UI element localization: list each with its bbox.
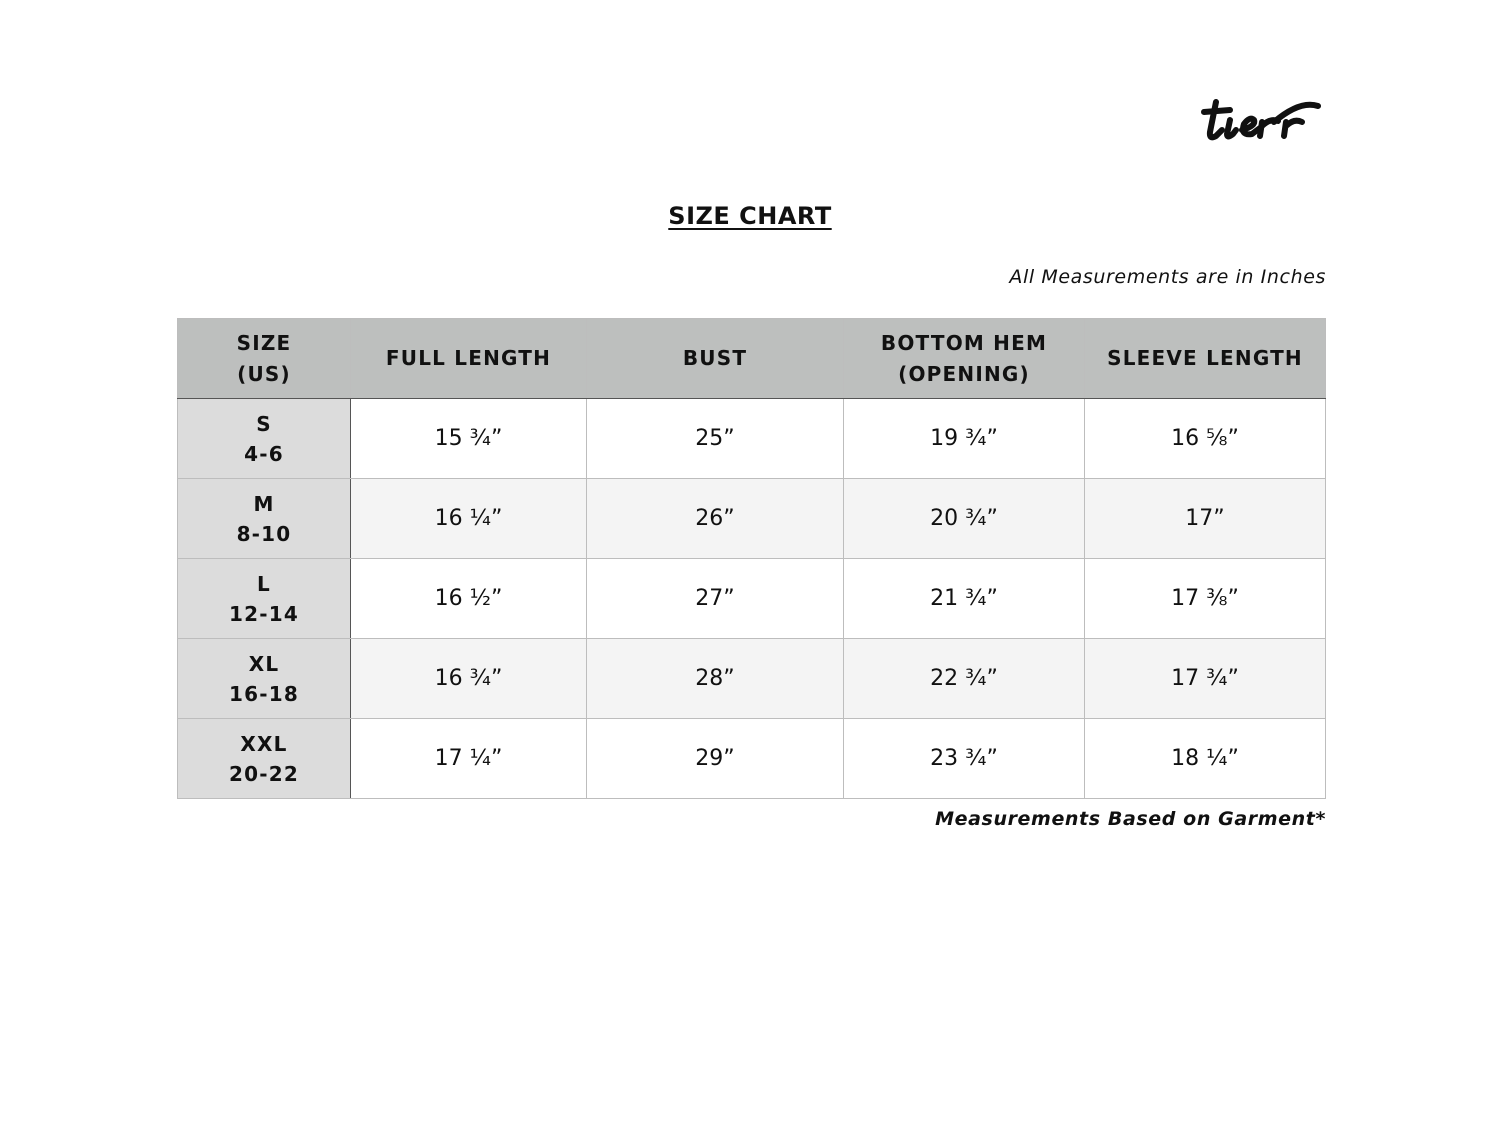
header-bottom-hem <box>844 319 1085 399</box>
us-size-label: 4-6 <box>244 441 284 466</box>
us-size-label: 20-22 <box>229 761 299 786</box>
bottom-hem-cell: 20 ¾” <box>844 479 1085 559</box>
header-sleeve-length <box>1085 319 1326 399</box>
table-header-row <box>178 319 1326 399</box>
size-cell <box>178 639 351 719</box>
size-cell <box>178 719 351 799</box>
header-bust-label: BUST <box>682 346 748 370</box>
header-size-line1: SIZE <box>236 330 292 355</box>
bust-cell: 28” <box>587 639 844 719</box>
us-size-label: 16-18 <box>229 681 299 706</box>
bottom-hem-cell: 19 ¾” <box>844 399 1085 479</box>
bottom-hem-cell: 23 ¾” <box>844 719 1085 799</box>
bottom-hem-cell: 22 ¾” <box>844 639 1085 719</box>
page-title: SIZE CHART <box>668 202 832 230</box>
full-length-cell: 16 ½” <box>351 559 587 639</box>
bust-cell: 25” <box>587 399 844 479</box>
sleeve-length-cell: 18 ¼” <box>1085 719 1326 799</box>
header-bottom-hem-line2: (OPENING) <box>898 361 1030 386</box>
sleeve-length-cell: 17” <box>1085 479 1326 559</box>
full-length-cell: 17 ¼” <box>351 719 587 799</box>
table-row <box>178 639 1326 719</box>
tier-logo-icon <box>1200 88 1325 150</box>
table-row <box>178 479 1326 559</box>
size-label: L <box>257 571 271 596</box>
size-cell <box>178 399 351 479</box>
bottom-hem-cell: 21 ¾” <box>844 559 1085 639</box>
full-length-cell: 16 ¼” <box>351 479 587 559</box>
size-cell <box>178 559 351 639</box>
table-row <box>178 399 1326 479</box>
table-row <box>178 559 1326 639</box>
size-label: M <box>253 491 275 516</box>
bust-cell: 29” <box>587 719 844 799</box>
header-sleeve-length-label: SLEEVE LENGTH <box>1107 346 1303 370</box>
header-full-length-label: FULL LENGTH <box>385 346 552 370</box>
brand-logo <box>1200 88 1325 150</box>
header-bust <box>587 319 844 399</box>
sleeve-length-cell: 17 ⅜” <box>1085 559 1326 639</box>
bust-cell: 27” <box>587 559 844 639</box>
us-size-label: 8-10 <box>236 521 292 546</box>
garment-note: Measurements Based on Garment* <box>935 808 1326 830</box>
size-label: S <box>256 411 272 436</box>
size-label: XL <box>248 651 280 676</box>
full-length-cell: 16 ¾” <box>351 639 587 719</box>
header-size-line2: (US) <box>237 361 291 386</box>
full-length-cell: 15 ¾” <box>351 399 587 479</box>
table-row <box>178 719 1326 799</box>
header-full-length <box>351 319 587 399</box>
size-label: XXL <box>240 731 288 756</box>
bust-cell: 26” <box>587 479 844 559</box>
header-bottom-hem-line1: BOTTOM HEM <box>880 330 1048 355</box>
sleeve-length-cell: 17 ¾” <box>1085 639 1326 719</box>
size-cell <box>178 479 351 559</box>
units-note: All Measurements are in Inches <box>1009 266 1326 288</box>
header-size <box>178 319 351 399</box>
us-size-label: 12-14 <box>229 601 299 626</box>
sleeve-length-cell: 16 ⅝” <box>1085 399 1326 479</box>
size-chart-table <box>177 318 1326 799</box>
